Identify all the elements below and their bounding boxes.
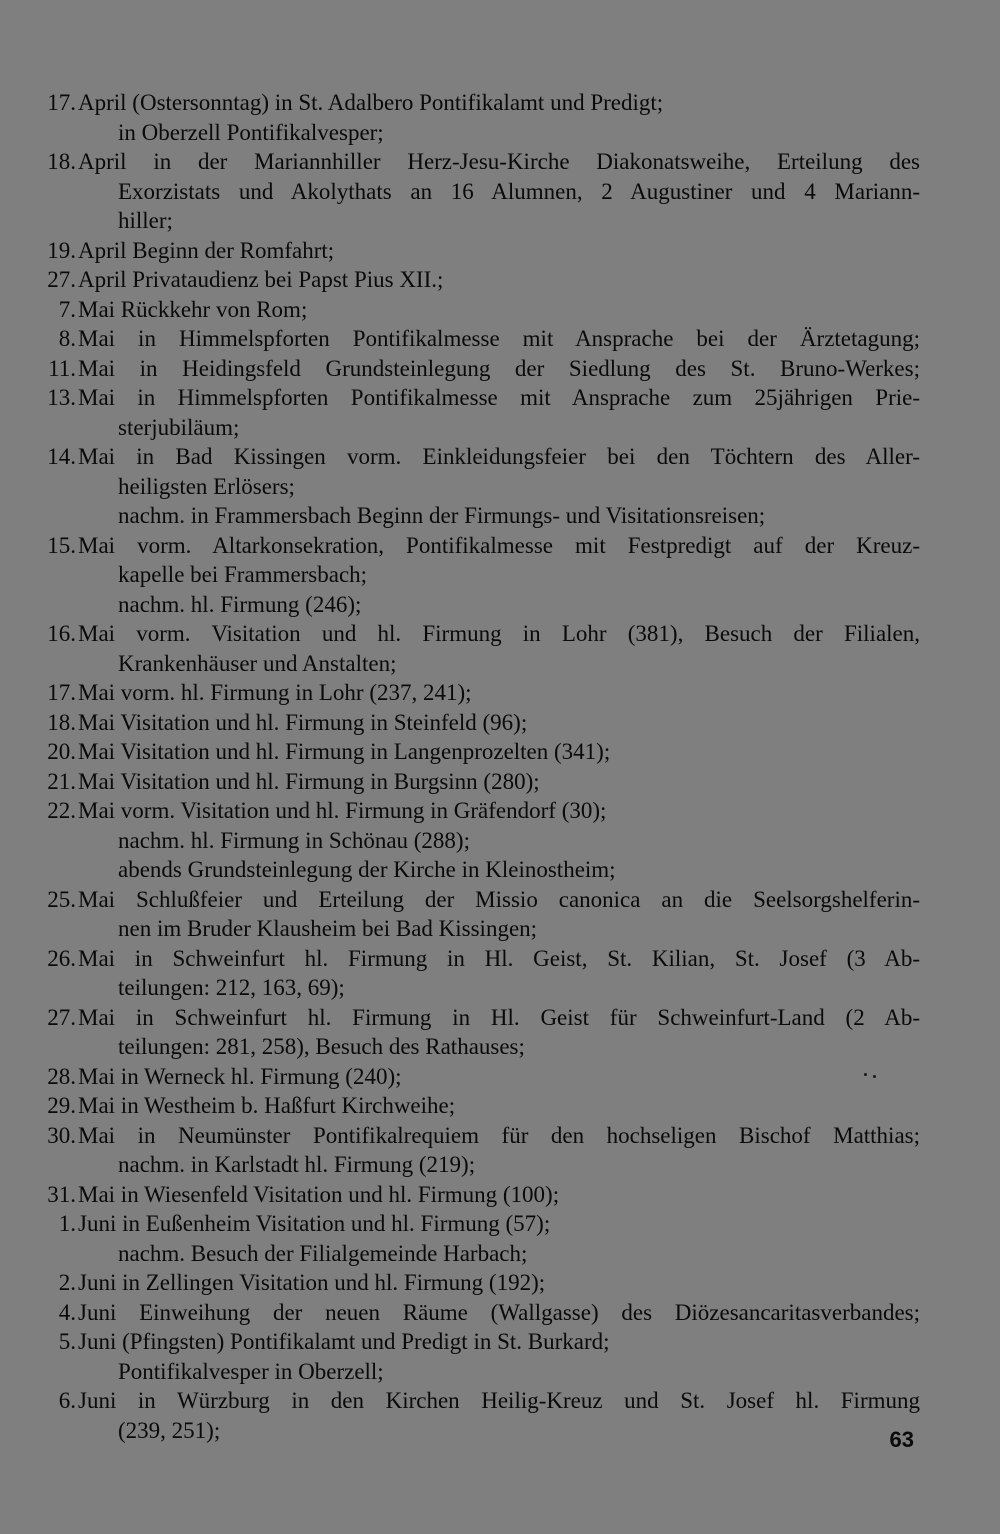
chronicle-entry [30,1121,920,1180]
entry-date-number: 13. [47,385,76,410]
entry-text-line: Mai in Schweinfurt hl. Firmung in Hl. Geist, St. Kilian, St. Josef (3 Ab- [78,945,920,971]
entry-date-number: 19. [47,237,76,263]
entry-continuation-line: in Oberzell Pontifikalvesper; [118,119,384,145]
entry-continuation-line: nachm. hl. Firmung (246); [118,591,362,617]
chronicle-entry [30,1209,920,1268]
chronicle-entry [30,1062,920,1092]
chronicle-entry [30,354,920,384]
chronicle-entry [30,944,920,1003]
entry-text-line: Mai vorm. Visitation und hl. Firmung in Gräfendorf (30); [78,798,607,823]
chronicle-entry [30,442,920,531]
entry-date-number: 18. [47,149,76,174]
chronicle-entry [30,383,920,442]
entry-continuation-line: heiligsten Erlösers; [118,473,295,499]
entry-text-line: Juni Einweihung der neuen Räume (Wallgasse) des Diözesancaritasverbandes; [78,1299,920,1325]
entry-text-line: Mai in Heidingsfeld Grundsteinlegung der Siedlung des St. Bruno-Werkes; [78,355,920,381]
entry-date-number: 21. [47,768,76,794]
entry-text-line: Mai in Himmelspforten Pontifikalmesse mit Ansprache zum 25jährigen Prie- [78,385,920,410]
print-speck [873,1075,876,1078]
entry-text-line: Mai Schlußfeier und Erteilung der Missio canonica an die Seelsorgshelferin- [78,886,920,912]
entry-continuation-line: Pontifikalvesper in Oberzell; [118,1358,384,1384]
entry-continuation-line: teilungen: 212, 163, 69); [118,975,345,1000]
entry-content [78,1121,920,1180]
entry-date-number: 28. [47,1063,76,1089]
chronicle-entry [30,88,920,147]
entry-text-line: Mai in Werneck hl. Firmung (240); [78,1063,402,1089]
entry-date-number: 18. [47,709,76,735]
entry-date-number: 2. [58,1270,76,1295]
print-speck [864,1073,867,1076]
entry-content [78,619,920,678]
chronicle-entry [30,531,920,620]
entry-date-number: 27. [47,267,76,292]
entry-text-line: Mai in Westheim b. Haßfurt Kirchweihe; [78,1093,456,1118]
entry-date-number: 25. [47,886,76,912]
entry-date-number: 26. [47,945,76,971]
chronicle-entry [30,1268,920,1298]
entry-continuation-line: Exorzistats und Akolythats an 16 Alumnen, 2 Augustiner und 4 Mariann- [118,178,920,204]
entry-date-number: 15. [47,532,76,558]
entry-text-line: Mai in Neumünster Pontifikalrequiem für den hochseligen Bischof Matthias; [78,1122,920,1148]
entry-content [78,1180,920,1210]
entry-date-number: 30. [47,1122,76,1148]
entry-content [78,1091,920,1121]
chronicle-entry [30,236,920,266]
entry-content [78,236,920,266]
chronicle-entry [30,678,920,708]
entry-continuation-line: nachm. in Frammersbach Beginn der Firmungs- und Visitationsreisen; [118,503,766,528]
chronicle-entry [30,147,920,236]
entry-text-line: April in der Mariannhiller Herz-Jesu-Kirche Diakonatsweihe, Erteilung des [78,149,920,174]
chronicle-entry [30,796,920,885]
entry-content [78,295,920,325]
entry-continuation-line: nachm. hl. Firmung in Schönau (288); [118,827,470,853]
entry-content [78,1386,920,1445]
entry-text-line: April Privataudienz bei Papst Pius XII.; [78,267,444,292]
chronicle-entry [30,767,920,797]
chronicle-entry [30,1327,920,1386]
entry-continuation-line: abends Grundsteinlegung der Kirche in Kleinostheim; [118,857,616,882]
entry-content [78,147,920,236]
entry-content [78,1062,920,1092]
entry-text-line: Mai Visitation und hl. Firmung in Steinfeld (96); [78,709,528,735]
entry-continuation-line: nen im Bruder Klausheim bei Bad Kissingen; [118,916,538,941]
entry-date-number: 4. [58,1299,76,1325]
entry-content [78,767,920,797]
chronicle-entry [30,1298,920,1328]
page-number: 63 [889,1427,914,1452]
entry-date-number: 22. [47,798,76,823]
entry-content [78,383,920,442]
entry-date-number: 27. [47,1004,76,1030]
chronicle-entry [30,324,920,354]
entry-text-line: Mai in Schweinfurt hl. Firmung in Hl. Geist für Schweinfurt-Land (2 Ab- [78,1004,920,1030]
chronicle-entry [30,295,920,325]
entry-continuation-line: nachm. Besuch der Filialgemeinde Harbach; [118,1240,528,1266]
entry-continuation-line: (239, 251); [118,1417,221,1443]
chronicle-entry [30,1180,920,1210]
entry-continuation-line: Krankenhäuser und Anstalten; [118,650,397,676]
entry-content [78,737,920,767]
entry-date-number: 16. [47,621,76,646]
entry-text-line: Juni in Würzburg in den Kirchen Heilig-Kreuz und St. Josef hl. Firmung [78,1388,920,1413]
entry-text-line: Mai in Wiesenfeld Visitation und hl. Firmung (100); [78,1181,560,1207]
entry-continuation-line: hiller; [118,208,173,233]
chronicle-entry [30,1091,920,1121]
entry-text-line: Mai Rückkehr von Rom; [78,296,308,322]
entry-content [78,1268,920,1298]
entry-content [78,708,920,738]
entry-text-line: April (Ostersonntag) in St. Adalbero Pontifikalamt und Predigt; [78,90,664,115]
entry-content [78,1298,920,1328]
chronicle-entry [30,737,920,767]
entry-content [78,354,920,384]
entry-date-number: 20. [47,739,76,764]
chronicle-entry [30,708,920,738]
entry-date-number: 1. [58,1211,76,1236]
entry-date-number: 17. [47,680,76,705]
entry-content [78,88,920,147]
entry-continuation-line: teilungen: 281, 258), Besuch des Rathauses; [118,1034,525,1059]
entry-date-number: 31. [47,1181,76,1207]
entry-content [78,265,920,295]
entry-text-line: Mai vorm. hl. Firmung in Lohr (237, 241); [78,680,472,705]
entry-content [78,796,920,885]
entry-content [78,1327,920,1386]
entry-continuation-line: kapelle bei Frammersbach; [118,562,368,587]
chronicle-entry [30,885,920,944]
entry-content [78,885,920,944]
entry-date-number: 5. [58,1329,76,1354]
entry-continuation-line: sterjubiläum; [118,414,240,440]
entry-content [78,1003,920,1062]
entry-content [78,944,920,1003]
entry-text-line: Juni in Zellingen Visitation und hl. Firmung (192); [78,1270,546,1295]
entry-content [78,442,920,531]
entry-text-line: Mai Visitation und hl. Firmung in Langenprozelten (341); [78,739,611,764]
entry-content [78,1209,920,1268]
entry-text-line: Mai in Bad Kissingen vorm. Einkleidungsfeier bei den Töchtern des Aller- [78,444,920,469]
entry-date-number: 6. [58,1388,76,1413]
entry-date-number: 7. [58,296,76,322]
entry-date-number: 17. [47,90,76,115]
entry-content [78,678,920,708]
entry-text-line: April Beginn der Romfahrt; [78,237,335,263]
entry-date-number: 14. [47,444,76,469]
entry-date-number: 29. [47,1093,76,1118]
entry-text-line: Mai in Himmelspforten Pontifikalmesse mit Ansprache bei der Ärztetagung; [78,326,920,351]
chronicle-entry [30,265,920,295]
entry-text-line: Juni in Eußenheim Visitation und hl. Firmung (57); [78,1211,551,1236]
entry-continuation-line: nachm. in Karlstadt hl. Firmung (219); [118,1152,476,1177]
entry-content [78,324,920,354]
entry-text-line: Juni (Pfingsten) Pontifikalamt und Predigt in St. Burkard; [78,1329,610,1354]
entry-date-number: 11. [48,355,76,381]
entry-content [78,531,920,620]
chronicle-entry-list [30,88,920,1445]
chronicle-entry [30,1003,920,1062]
chronicle-entry [30,619,920,678]
chronicle-entry [30,1386,920,1445]
entry-text-line: Mai vorm. Visitation und hl. Firmung in Lohr (381), Besuch der Filialen, [78,621,920,646]
entry-text-line: Mai vorm. Altarkonsekration, Pontifikalmesse mit Festpredigt auf der Kreuz- [78,532,920,558]
entry-text-line: Mai Visitation und hl. Firmung in Burgsinn (280); [78,768,540,794]
entry-date-number: 8. [58,326,76,351]
